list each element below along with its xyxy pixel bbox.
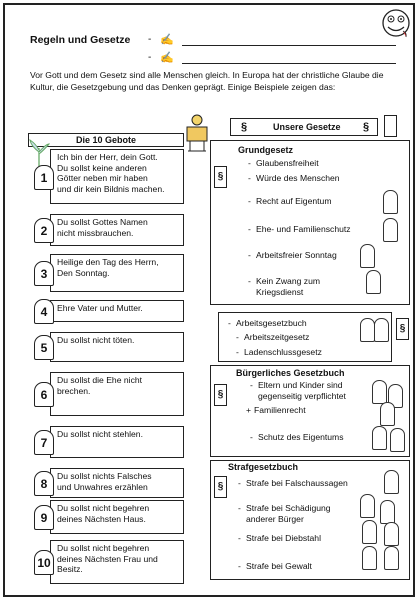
- commandment-text: Du sollst Gottes Namen nicht missbrauchen.: [57, 217, 148, 238]
- law-item: Arbeitsfreier Sonntag: [256, 250, 337, 260]
- tablet-slot[interactable]: [383, 190, 398, 214]
- bullet-dash: +: [246, 405, 252, 415]
- commandment-text: Du sollst die Ehe nicht brechen.: [57, 375, 143, 396]
- title-dash-2: -: [148, 52, 152, 63]
- name-line[interactable]: [182, 45, 396, 46]
- law-item: Arbeitsgesetzbuch: [236, 318, 307, 328]
- intro-text: Vor Gott und dem Gesetz sind alle Menschen gleich. In Europa hat der christliche Glaube die Kultur, die Gesetzgebung und das Denken geprägt. Einige Beispiele zeigen das:: [30, 70, 384, 92]
- plant-icon: [28, 138, 50, 168]
- page-title: Regeln und Gesetze: [30, 34, 131, 46]
- commandment-text: Heilige den Tag des Herrn, Den Sonntag.: [57, 257, 159, 278]
- law-item: Familienrecht: [254, 405, 306, 415]
- tablet-slot[interactable]: [372, 426, 387, 450]
- grundgesetz-title: Grundgesetz: [238, 145, 294, 155]
- law-item: Glaubensfreiheit: [256, 158, 319, 168]
- law-item: Recht auf Eigentum: [256, 196, 332, 206]
- bullet-dash: -: [248, 173, 251, 183]
- commandment-number: 4: [34, 299, 54, 324]
- bullet-dash: -: [228, 318, 231, 328]
- bullet-dash: -: [250, 380, 253, 390]
- commandment-number: 8: [34, 471, 54, 496]
- pencil-hand-icon: ✍: [160, 52, 174, 64]
- commandment-number: 3: [34, 261, 54, 286]
- tablet-slot[interactable]: [360, 494, 375, 518]
- bullet-dash: -: [248, 250, 251, 260]
- commandment-text: Du sollst nicht stehlen.: [57, 429, 143, 439]
- pencil-hand-icon: ✍: [160, 34, 174, 46]
- commandment-number: 1: [34, 165, 54, 190]
- law-item: Arbeitszeitgesetz: [244, 332, 310, 342]
- tablet-slot[interactable]: [380, 500, 395, 524]
- civil-code-title: Bürgerliches Gesetzbuch: [236, 368, 345, 378]
- bullet-dash: -: [236, 332, 239, 342]
- tablet-slot[interactable]: [362, 546, 377, 570]
- bullet-dash: -: [248, 196, 251, 206]
- tablet-slot[interactable]: [372, 380, 387, 404]
- law-item: Kein Zwang zum Kriegsdienst: [256, 276, 321, 297]
- bullet-dash: -: [238, 503, 241, 513]
- commandment-number: 2: [34, 218, 54, 243]
- commandment-text: Ehre Vater und Mutter.: [57, 303, 143, 313]
- bullet-dash: -: [238, 478, 241, 488]
- law-item: Strafe bei Schädigung anderer Bürger: [246, 503, 331, 524]
- commandment-text: Ich bin der Herr, dein Gott. Du sollst keine anderen Götter neben mir haben und dir kein Bildnis machen.: [57, 152, 165, 194]
- commandment-number: 10: [34, 550, 54, 575]
- commandment-text: Du sollst nicht begehren deines Nächsten Frau und Besitz.: [57, 543, 158, 574]
- law-item: Strafe bei Diebstahl: [246, 533, 321, 543]
- bullet-dash: -: [238, 533, 241, 543]
- tablet-slot[interactable]: [384, 470, 399, 494]
- commandments-heading: Die 10 Gebote: [28, 133, 184, 147]
- tablet-slot[interactable]: [384, 546, 399, 570]
- law-item: Ladenschlussgesetz: [244, 347, 322, 357]
- laws-heading-box: [230, 118, 378, 136]
- commandment-number: 9: [34, 505, 54, 530]
- paragraph-icon: §: [363, 121, 370, 133]
- bullet-dash: -: [250, 432, 253, 442]
- commandment-text: Du sollst nicht begehren deines Nächsten Haus.: [57, 503, 150, 524]
- bullet-dash: -: [236, 347, 239, 357]
- commandment-text: Du sollst nichts Falsches und Unwahres erzählen: [57, 471, 152, 492]
- commandment-number: 6: [34, 382, 54, 407]
- law-book-icon: §: [214, 476, 227, 498]
- tablet-slot[interactable]: [362, 520, 377, 544]
- teacher-icon: [184, 113, 210, 153]
- paragraph-icon: §: [241, 121, 248, 133]
- commandment-number: 7: [34, 430, 54, 455]
- tablet-slot[interactable]: [384, 522, 399, 546]
- bullet-dash: -: [248, 158, 251, 168]
- commandment-text: Du sollst nicht töten.: [57, 335, 135, 345]
- tablet-slot[interactable]: [390, 428, 405, 452]
- law-book-icon: §: [214, 166, 227, 188]
- law-item: Strafe bei Falschaussagen: [246, 478, 348, 488]
- tablet-slot[interactable]: [360, 318, 375, 342]
- criminal-code-title: Strafgesetzbuch: [228, 462, 299, 472]
- law-item: Eltern und Kinder sind gegenseitig verpflichtet: [258, 380, 346, 401]
- laws-heading: Unsere Gesetze: [273, 122, 341, 132]
- law-item: Ehe- und Familienschutz: [256, 224, 351, 234]
- law-book-icon: §: [396, 318, 409, 340]
- bullet-dash: -: [238, 561, 241, 571]
- bullet-dash: -: [248, 276, 251, 286]
- law-book-icon: §: [214, 384, 227, 406]
- title-dash: -: [148, 34, 152, 45]
- tablet-slot[interactable]: [360, 244, 375, 268]
- tablet-slot[interactable]: [374, 318, 389, 342]
- date-line[interactable]: [182, 63, 396, 64]
- tablet-slot[interactable]: [380, 402, 395, 426]
- law-item: Strafe bei Gewalt: [246, 561, 312, 571]
- commandment-number: 5: [34, 335, 54, 360]
- smiley-icon: [378, 4, 414, 40]
- law-item: Würde des Menschen: [256, 173, 340, 183]
- tablet-slot[interactable]: [383, 218, 398, 242]
- law-item: Schutz des Eigentums: [258, 432, 344, 442]
- bullet-dash: -: [248, 224, 251, 234]
- law-book-icon: [384, 115, 397, 137]
- tablet-slot[interactable]: [366, 270, 381, 294]
